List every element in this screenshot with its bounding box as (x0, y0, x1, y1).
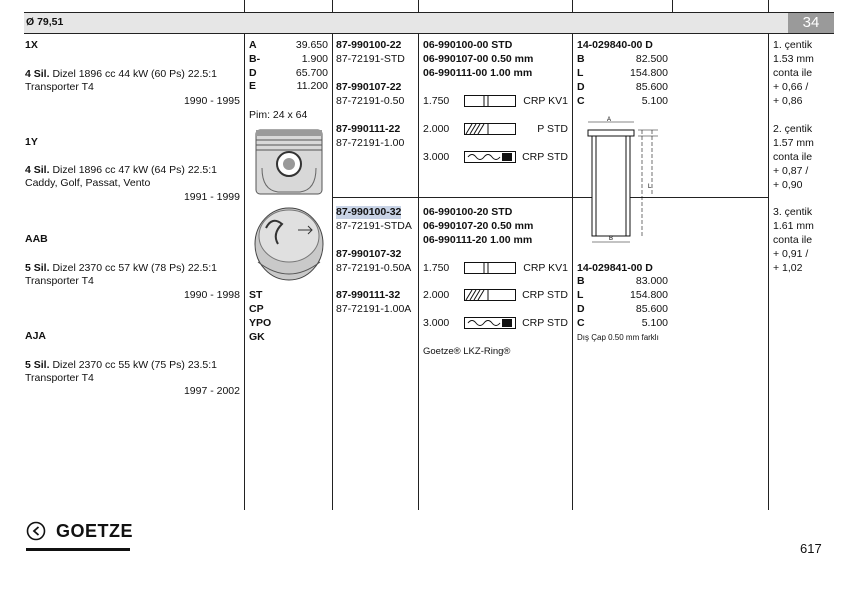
engine-desc: 4 Sil. Dizel 1896 cc 47 kW (64 Ps) 22.5:1 (25, 164, 218, 176)
piston-type: GK (249, 331, 265, 343)
piston-code: 87-990111-22 (336, 123, 401, 135)
piston-code: 87-990100-32 (336, 206, 402, 218)
note-line: + 0,90 (773, 179, 803, 191)
liner-value: 154.800 (630, 289, 668, 301)
scraper-ring-icon (464, 123, 516, 135)
engine-years: 1990 - 1995 (183, 95, 240, 107)
goetze-logo (26, 519, 132, 553)
piston-alt-code: 87-72191-0.50 (336, 95, 405, 107)
ring-type: CRP KV1 (523, 262, 568, 274)
oil-ring-icon (464, 317, 516, 329)
liner-code: 14-029841-00 D (577, 262, 653, 274)
note-line: 1. çentik (773, 39, 813, 51)
pin-size: Pim: 24 x 64 (249, 109, 308, 121)
note-line: + 0,86 (773, 95, 803, 107)
note-line: 2. çentik (773, 123, 813, 135)
page-number: 617 (800, 541, 822, 556)
note-line: 1.53 mm (773, 53, 814, 65)
liner-key: L (577, 67, 584, 79)
engine-model: Transporter T4 (25, 275, 94, 287)
piston-code: 87-990107-22 (336, 81, 402, 93)
dim-value: 39.650 (295, 39, 328, 51)
dim-key: B- (249, 53, 261, 65)
piston-image (248, 124, 330, 284)
liner-value: 82.500 (635, 53, 668, 65)
liner-value: 154.800 (630, 67, 668, 79)
piston-type: CP (249, 303, 264, 315)
piston-alt-code: 87-72191-1.00A (336, 303, 412, 315)
note-line: + 0,91 / (773, 248, 809, 260)
logo-underline (26, 548, 130, 551)
dim-key: E (249, 80, 257, 92)
ring-type: CRP STD (522, 289, 568, 301)
engine-code: AAB (25, 233, 48, 245)
engine-model: Caddy, Golf, Passat, Vento (25, 177, 151, 189)
engine-years: 1991 - 1999 (183, 191, 240, 203)
ring-type: P STD (537, 123, 568, 135)
note-line: + 0,66 / (773, 81, 809, 93)
note-line: 1.61 mm (773, 220, 814, 232)
ring-type: CRP STD (522, 317, 568, 329)
engine-code: 1X (25, 39, 38, 51)
piston-alt-code: 87-72191-0.50A (336, 262, 412, 274)
liner-key: D (577, 303, 585, 315)
piston-alt-code: 87-72191-STDA (336, 220, 412, 232)
piston-code: 87-990107-32 (336, 248, 402, 260)
ring-set-code: 06-990111-00 1.00 mm (423, 67, 533, 79)
piston-code: 87-990100-22 (336, 39, 402, 51)
oil-ring-icon (464, 151, 516, 163)
note-line: conta ile (773, 151, 813, 163)
liner-dim-label: L (648, 184, 652, 190)
scraper-ring-icon (464, 289, 516, 301)
engine-code: 1Y (25, 136, 38, 148)
ring-set-code: 06-990111-20 1.00 mm (423, 234, 533, 246)
compression-ring-icon (464, 95, 516, 107)
liner-note: Dış Çap 0.50 mm farklı (577, 333, 659, 342)
liner-key: B (577, 53, 585, 65)
liner-key: C (577, 317, 585, 329)
brand-name: GOETZE (56, 521, 134, 541)
cylinder-liner-diagram (578, 116, 666, 246)
ring-set-code: 06-990100-00 STD (423, 39, 513, 51)
note-line: conta ile (773, 234, 813, 246)
liner-dim-label: B (608, 236, 614, 242)
engine-model: Transporter T4 (25, 81, 94, 93)
compression-ring-icon (464, 262, 516, 274)
engine-years: 1997 - 2002 (183, 385, 240, 397)
liner-key: D (577, 81, 585, 93)
dim-value: 11.200 (296, 80, 328, 92)
note-line: 3. çentik (773, 206, 813, 218)
note-line: 1.57 mm (773, 137, 814, 149)
engine-desc: 4 Sil. Dizel 1896 cc 44 kW (60 Ps) 22.5:1 (25, 68, 218, 80)
liner-value: 85.600 (635, 81, 668, 93)
liner-value: 83.000 (635, 275, 668, 287)
ring-width: 3.000 (423, 151, 450, 163)
piston-type: ST (249, 289, 263, 301)
piston-code: 87-990111-32 (336, 289, 401, 301)
note-line: + 0,87 / (773, 165, 809, 177)
liner-dim-label: A (606, 117, 612, 123)
table-header (24, 12, 834, 34)
page-tab: 34 (788, 13, 834, 33)
ring-width: 1.750 (423, 95, 450, 107)
ring-width: 1.750 (423, 262, 450, 274)
liner-value: 5.100 (641, 317, 668, 329)
ring-width: 3.000 (423, 317, 450, 329)
ring-type: CRP STD (522, 151, 568, 163)
dim-key: A (249, 39, 257, 51)
ring-width: 2.000 (423, 123, 450, 135)
piston-type: YPO (249, 317, 272, 329)
liner-value: 85.600 (635, 303, 668, 315)
dim-key: D (249, 67, 257, 79)
liner-code: 14-029840-00 D (577, 39, 653, 51)
ring-set-code: 06-990100-20 STD (423, 206, 513, 218)
engine-desc: 5 Sil. Dizel 2370 cc 57 kW (78 Ps) 22.5:1 (25, 262, 218, 274)
engine-desc: 5 Sil. Dizel 2370 cc 55 kW (75 Ps) 23.5:1 (25, 359, 218, 371)
dim-value: 1.900 (301, 53, 328, 65)
ring-type: CRP KV1 (523, 95, 568, 107)
ring-set-code: 06-990107-00 0.50 mm (423, 53, 534, 65)
piston-alt-code: 87-72191-1.00 (336, 137, 405, 149)
engine-code: AJA (25, 330, 47, 342)
liner-value: 5.100 (641, 95, 668, 107)
note-line: conta ile (773, 67, 813, 79)
ring-width: 2.000 (423, 289, 450, 301)
ring-brand-note: Goetze® LKZ-Ring® (423, 346, 511, 357)
ring-set-code: 06-990107-20 0.50 mm (423, 220, 534, 232)
bore-diameter: Ø 79,51 (26, 16, 64, 28)
piston-alt-code: 87-72191-STD (336, 53, 405, 65)
liner-key: B (577, 275, 585, 287)
engine-years: 1990 - 1998 (183, 289, 240, 301)
goetze-logo-icon (26, 521, 46, 541)
liner-key: C (577, 95, 585, 107)
note-line: + 1,02 (773, 262, 803, 274)
engine-model: Transporter T4 (25, 372, 94, 384)
liner-key: L (577, 289, 584, 301)
dim-value: 65.700 (295, 67, 328, 79)
